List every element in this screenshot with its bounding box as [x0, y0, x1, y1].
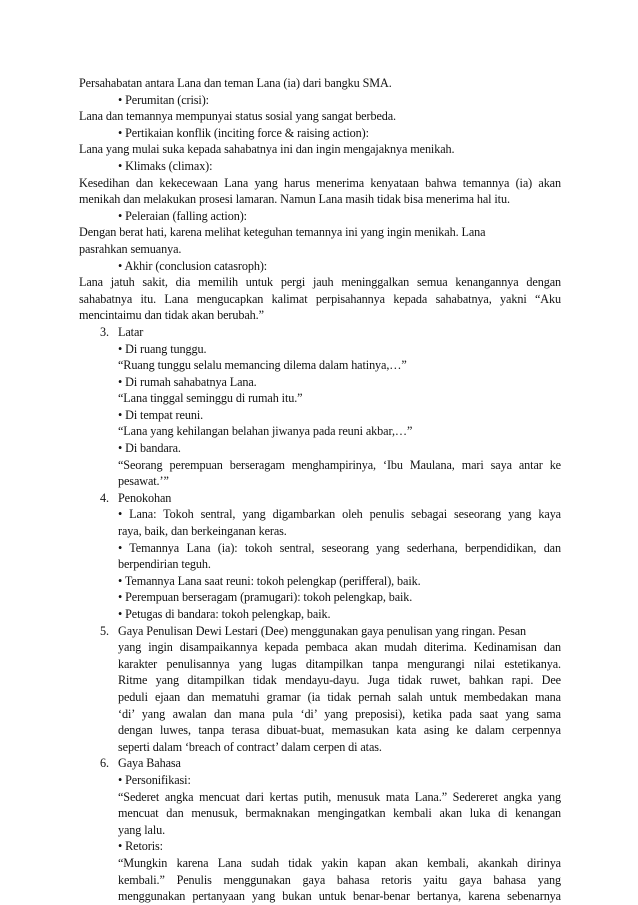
- list-item: • Di tempat reuni.: [118, 407, 204, 422]
- list-number: 6.: [100, 756, 109, 771]
- text-line: sahabatnya itu. Lana mengucapkan kalimat perpisahannya kepada sahabatnya, yakni “Aku: [79, 291, 561, 306]
- list-item: • Di ruang tunggu.: [118, 341, 207, 356]
- list-item: • Temannya Lana saat reuni: tokoh pelengkap (perifferal), baik.: [118, 573, 421, 588]
- list-item: • Retoris:: [118, 839, 163, 854]
- text-line: karakter penulisannya yang lugas ditampilkan tanpa mengurangi nilai estetikanya.: [118, 656, 561, 671]
- text-line: dengan luwes, tanpa terasa dibuat-buat, memasukan kata asing ke dalam cerpennya: [118, 723, 561, 738]
- quote-line: “Sederet angka mencuat dari kertas putih, menusuk mata Lana.” Sedereret angka yang: [118, 789, 561, 804]
- text-line: Kesedihan dan kekecewaan Lana yang harus menerima kenyataan bahwa temannya (ia) akan: [79, 175, 561, 190]
- section-heading-gaya-penulisan: [79, 623, 561, 640]
- quote-line: “Ruang tunggu selalu memancing dilema dalam hatinya,…”: [118, 358, 407, 373]
- list-item: • Lana: Tokoh sentral, yang digambarkan oleh penulis sebagai seseorang yang kaya: [118, 507, 561, 522]
- text-line: Dengan berat hati, karena melihat keteguhan temannya ini yang ingin menikah. Lana: [79, 225, 486, 240]
- section-heading-latar: [79, 324, 561, 341]
- plot-stage-heading: • Pertikaian konflik (inciting force & raising action):: [118, 125, 369, 140]
- text-line: mencintaimu dan tidak akan berubah.”: [79, 308, 264, 323]
- text-line: peduli ejaan dan mematuhi gramar (ia tidak pernah salah untuk membedakan mana: [118, 689, 561, 704]
- list-item: • Di bandara.: [118, 441, 181, 456]
- text-line: mencuat dan menusuk, bermaknakan mengingatkan kembali akan luka di kenangan: [118, 806, 561, 821]
- text-line: kembali.” Penulis menggunakan gaya bahasa retoris yaitu gaya bahasa yang: [118, 872, 561, 887]
- quote-line: pesawat.’”: [118, 474, 169, 489]
- text-line: Lana yang mulai suka kepada sahabatnya ini dan ingin mengajaknya menikah.: [79, 142, 455, 157]
- text-line: Persahabatan antara Lana dan teman Lana (ia) dari bangku SMA.: [79, 76, 392, 90]
- text-line: pasrahkan semuanya.: [79, 241, 182, 256]
- list-number: 4.: [100, 490, 109, 505]
- text-line: menggunakan pertanyaan yang bukan untuk benar-benar bertanya, karena sebenarnya: [118, 889, 561, 904]
- text-line: ‘di’ yang awalan dan mana pula ‘di’ yang preposisi), ketika pada saat yang sama: [118, 706, 561, 721]
- list-item: • Personifikasi:: [118, 772, 191, 787]
- section-title: Penokohan: [118, 490, 172, 505]
- text-line: Lana jatuh sakit, dia memilih untuk pergi jauh meninggalkan semua kenangannya dengan: [79, 275, 561, 290]
- list-item: • Temannya Lana (ia): tokoh sentral, seseorang yang sederhana, berpendidikan, dan: [118, 540, 561, 555]
- list-item: • Petugas di bandara: tokoh pelengkap, baik.: [118, 607, 331, 621]
- list-number: 3.: [100, 324, 109, 339]
- text-line: Ritme yang ditampilkan tidak mendayu-dayu. Juga tidak ruwet, bahkan rapi. Dee: [118, 673, 561, 688]
- section-title: Gaya Bahasa: [118, 756, 181, 771]
- document-body: [79, 75, 561, 905]
- plot-stage-heading: • Akhir (conclusion catasroph):: [118, 258, 268, 273]
- quote-line: “Seorang perempuan berseragam menghampirinya, ‘Ibu Maulana, mari saya antar ke: [118, 457, 561, 472]
- list-number: 5.: [100, 623, 109, 638]
- list-item: • Perempuan berseragam (pramugari): tokoh pelengkap, baik.: [118, 590, 413, 605]
- list-item: • Di rumah sahabatnya Lana.: [118, 374, 257, 389]
- text-line: yang ingin disampaikannya kepada pembaca akan mudah diterima. Kedinamisan dan: [118, 640, 561, 655]
- plot-stage-heading: • Perumitan (crisi):: [118, 92, 209, 107]
- text-line: menikah dan melakukan prosesi lamaran. Namun Lana masih tidak bisa menerima hal itu.: [79, 192, 510, 207]
- quote-line: “Lana yang kehilangan belahan jiwanya pada reuni akbar,…”: [118, 424, 413, 439]
- section-title: Latar: [118, 324, 144, 339]
- quote-line: “Mungkin karena Lana sudah tidak yakin kapan akan kembali, akankah dirinya: [118, 855, 561, 870]
- text-line: raya, baik, dan berkeinganan keras.: [118, 524, 287, 539]
- plot-stage-heading: • Klimaks (climax):: [118, 158, 213, 173]
- section-title: Gaya Penulisan Dewi Lestari (Dee) menggunakan gaya penulisan yang ringan. Pesan: [118, 623, 527, 638]
- section-heading-penokohan: [79, 490, 561, 507]
- section-heading-gaya-bahasa: [79, 755, 561, 772]
- text-line: Lana dan temannya mempunyai status sosial yang sangat berbeda.: [79, 109, 397, 124]
- text-line: berpendirian teguh.: [118, 557, 211, 572]
- text-line: seperti dalam ‘breach of contract’ dalam cerpen di atas.: [118, 739, 382, 754]
- plot-stage-heading: • Peleraian (falling action):: [118, 208, 247, 223]
- quote-line: “Lana tinggal seminggu di rumah itu.”: [118, 391, 303, 406]
- text-line: yang lalu.: [118, 822, 166, 837]
